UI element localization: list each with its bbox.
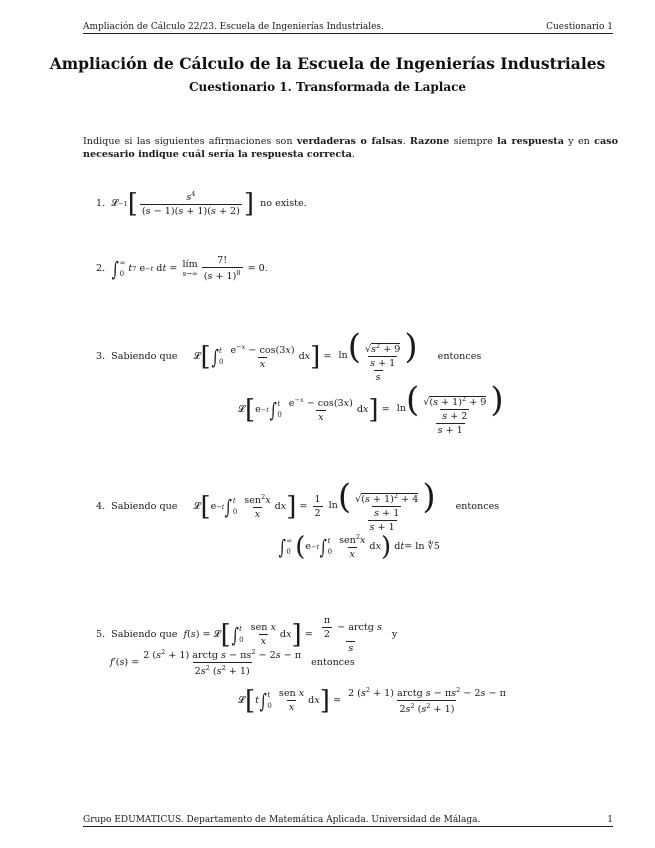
header-course: Ampliación de Cálculo 22/23. Escuela de Ingenierías Industriales. <box>83 22 384 32</box>
intro-text: . <box>402 136 410 147</box>
formula: f ′( s ) = 2 $(s^2 + 1)$ arctg $s - \pi s^2 - 2s - \pi$ $2s^2$ $(s^2 + 1)$ <box>110 648 302 678</box>
formula: 𝓛 [ e −t ∫ t 0 sen$^2$x x d x ] = 1 2 ln( $\frac{√(s + 1)^2 + 4}{s + 1}$ ) s + 1 <box>193 477 436 534</box>
question-text: Sabiendo que <box>111 629 178 640</box>
formula: ∫ ∞ 0 t 7 e −t d t = lím s→∞ 7! $(s + 1)^8$ = 0. <box>111 255 268 283</box>
question-5-derivative <box>110 648 361 677</box>
formula: f ( s ) = 𝓛 [ ∫ t 0 sen x x d x ] = $\frac{\pi}{2}$ − arctg s s <box>183 615 382 654</box>
question-3-claim <box>238 380 508 437</box>
question-number: 1. <box>96 198 106 210</box>
page-title: Ampliación de Cálculo de la Escuela de Ingenierías Industriales <box>49 54 606 73</box>
intro-bold: la respuesta <box>497 136 564 147</box>
question-2 <box>96 255 268 282</box>
question-number: 2. <box>96 263 106 275</box>
formula: ∫ ∞ 0 ( e −t ∫ t 0 sen$^2$x x d x ) d t = ln ∜5 <box>278 531 440 562</box>
formula: 𝓛 [ t ∫ t 0 sen x x d x ] = 2 $(s^2 + 1)$ arctg $s - \pi s^2 - 2s - \pi$ $2s^2$ $(s^2 + 1)$ <box>238 685 506 716</box>
question-text: entonces <box>437 351 482 363</box>
intro-bold: verdaderas o falsas <box>296 136 403 147</box>
formula: 𝓛 −1 [ $s^4$ (s − 1)(s + 1)(s + 2) ] <box>111 188 255 219</box>
question-4-claim <box>278 533 440 560</box>
question-1 <box>96 190 313 217</box>
intro-text: siempre <box>449 136 498 147</box>
question-5-claim <box>238 686 510 715</box>
question-number: 4. <box>96 501 106 513</box>
formula: 𝓛 [ ∫ t 0 $e^{-x} - \cos(3x)$ x d x ] = ln( $\frac{√s^2 + 9}{s + 1}$ ) s <box>193 327 418 384</box>
formula: 𝓛 [ e −t ∫ t 0 $e^{-x} - \cos(3x)$ x d x ] = ln( $\frac{√(s + 1)^2 + 9}{s + 2}$ ) s + 1 <box>238 380 504 437</box>
intro-text: Indique si las siguientes afirmaciones son <box>83 136 297 147</box>
footer-affiliation: Grupo EDUMATICUS. Departamento de Matemática Aplicada. Universidad de Málaga. <box>83 815 481 825</box>
page-number: 1 <box>607 815 613 825</box>
question-number: 5. <box>96 629 106 640</box>
running-header <box>83 22 613 34</box>
question-text: y <box>391 629 398 640</box>
question-text: entonces <box>455 501 500 513</box>
running-footer <box>83 815 613 827</box>
intro-text: . <box>351 149 355 160</box>
question-text: Sabiendo que <box>111 501 178 513</box>
intro-text: y en <box>563 136 595 147</box>
question-text: no existe. <box>260 198 307 210</box>
page-subtitle: Cuestionario 1. Transformada de Laplace <box>188 80 467 94</box>
intro-bold: caso necesario indique cuál sería la respuesta correcta <box>83 136 618 160</box>
instructions <box>83 135 618 161</box>
question-text: Sabiendo que <box>111 351 178 363</box>
intro-bold: Razone <box>409 136 450 147</box>
question-number: 3. <box>96 351 106 363</box>
question-3 <box>96 327 487 384</box>
question-4 <box>96 477 505 534</box>
header-quiz: Cuestionario 1 <box>546 22 613 32</box>
question-text: entonces <box>311 657 355 669</box>
